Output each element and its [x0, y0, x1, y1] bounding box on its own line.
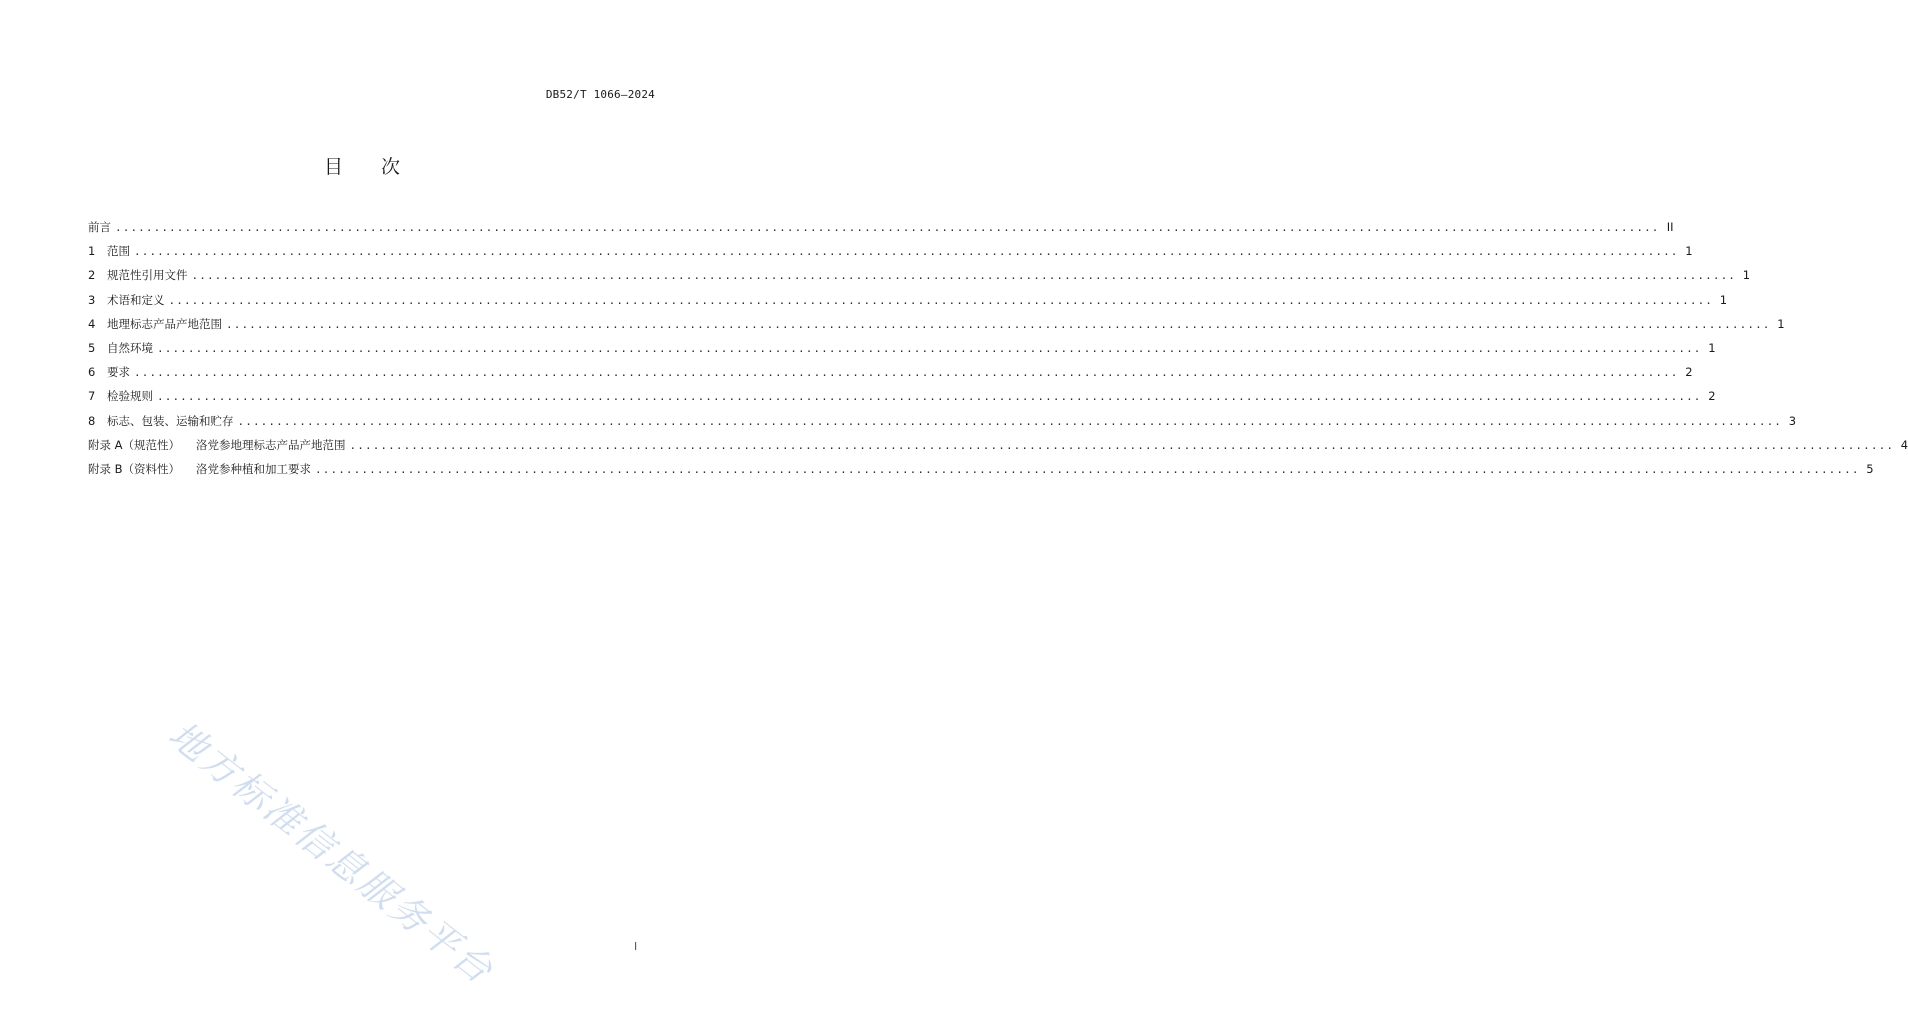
- toc-entry-requirements[interactable]: [88, 364, 1693, 388]
- toc-entry-label: 术语和定义: [107, 292, 165, 307]
- toc-title: [0, 152, 724, 179]
- dot-leader: ........................................................................................................................................................................................................: [191, 269, 1737, 283]
- dot-leader: ........................................................................................................................................................................................................: [157, 390, 1702, 404]
- dot-leader: ........................................................................................................................................................................................................: [226, 317, 1771, 331]
- toc-entry-inspection-rules[interactable]: [88, 388, 1716, 412]
- dot-leader: ........................................................................................................................................................................................................: [349, 438, 1895, 452]
- appendix-tag: 附录 B（资料性）: [88, 461, 181, 476]
- toc-entry-label: 标志、包装、运输和贮存: [107, 413, 234, 428]
- toc-entry-number: 6: [88, 365, 96, 380]
- page-number: I: [634, 940, 638, 953]
- toc-title-right: 次: [381, 156, 401, 178]
- toc-entry-page: 2: [1708, 389, 1716, 404]
- toc-entry-page: 4: [1900, 437, 1908, 452]
- toc-entry-natural-environment[interactable]: [88, 340, 1716, 364]
- toc-entry-page: 2: [1685, 365, 1693, 380]
- toc-entry-number: 2: [88, 268, 96, 283]
- toc-entry-appendix-b[interactable]: [88, 461, 1874, 485]
- toc-entry-marking-packaging[interactable]: [88, 413, 1797, 437]
- table-of-contents: [88, 219, 1908, 485]
- appendix-tag: 附录 A（规范性）: [88, 437, 181, 452]
- dot-leader: ........................................................................................................................................................................................................: [168, 293, 1714, 307]
- toc-entry-label: 检验规则: [107, 389, 153, 404]
- toc-entry-label: [88, 461, 311, 477]
- toc-title-left: 目: [323, 156, 343, 178]
- toc-entry-label: 规范性引用文件: [107, 268, 188, 283]
- dot-leader: ........................................................................................................................................................................................................: [134, 245, 1679, 259]
- toc-entry-number: 3: [88, 292, 96, 307]
- toc-entry-label: 前言: [88, 220, 111, 234]
- toc-entry-foreword[interactable]: [88, 219, 1674, 243]
- dot-leader: ........................................................................................................................................................................................................: [134, 366, 1679, 380]
- toc-entry-number: 7: [88, 389, 96, 404]
- document-code: DB52/T 1066—2024: [545, 88, 655, 101]
- watermark: 地方标准信息服务平台: [160, 712, 503, 993]
- appendix-title: 洛党参种植和加工要求: [196, 461, 312, 476]
- dot-leader: ........................................................................................................................................................................................................: [315, 462, 1860, 476]
- toc-entry-appendix-a[interactable]: [88, 437, 1908, 461]
- toc-entry-label: 要求: [107, 365, 130, 380]
- toc-entry-page: 1: [1742, 268, 1751, 283]
- dot-leader: ........................................................................................................................................................................................................: [115, 221, 1660, 234]
- toc-entry-production-area[interactable]: [88, 316, 1785, 340]
- toc-entry-normative-references[interactable]: [88, 267, 1751, 291]
- toc-entry-label: 范围: [107, 244, 130, 259]
- toc-entry-page: 1: [1685, 244, 1693, 259]
- toc-entry-number: 1: [88, 244, 96, 259]
- toc-entry-page: 1: [1719, 292, 1728, 307]
- dot-leader: ........................................................................................................................................................................................................: [237, 414, 1783, 428]
- toc-entry-page: 1: [1708, 340, 1716, 355]
- toc-entry-terms-definitions[interactable]: [88, 292, 1728, 316]
- toc-entry-number: 8: [88, 413, 96, 428]
- toc-entry-page: 1: [1777, 316, 1785, 331]
- toc-entry-label: 自然环境: [107, 340, 153, 355]
- toc-entry-label: [88, 437, 346, 453]
- toc-entry-label: 地理标志产品产地范围: [107, 316, 222, 331]
- toc-entry-number: 4: [88, 316, 96, 331]
- toc-entry-page: II: [1666, 220, 1674, 234]
- appendix-title: 洛党参地理标志产品产地范围: [196, 437, 346, 452]
- toc-entry-scope[interactable]: [88, 243, 1693, 267]
- dot-leader: ........................................................................................................................................................................................................: [157, 341, 1702, 355]
- toc-entry-number: 5: [88, 340, 96, 355]
- toc-entry-page: 5: [1866, 461, 1874, 476]
- toc-entry-page: 3: [1788, 413, 1797, 428]
